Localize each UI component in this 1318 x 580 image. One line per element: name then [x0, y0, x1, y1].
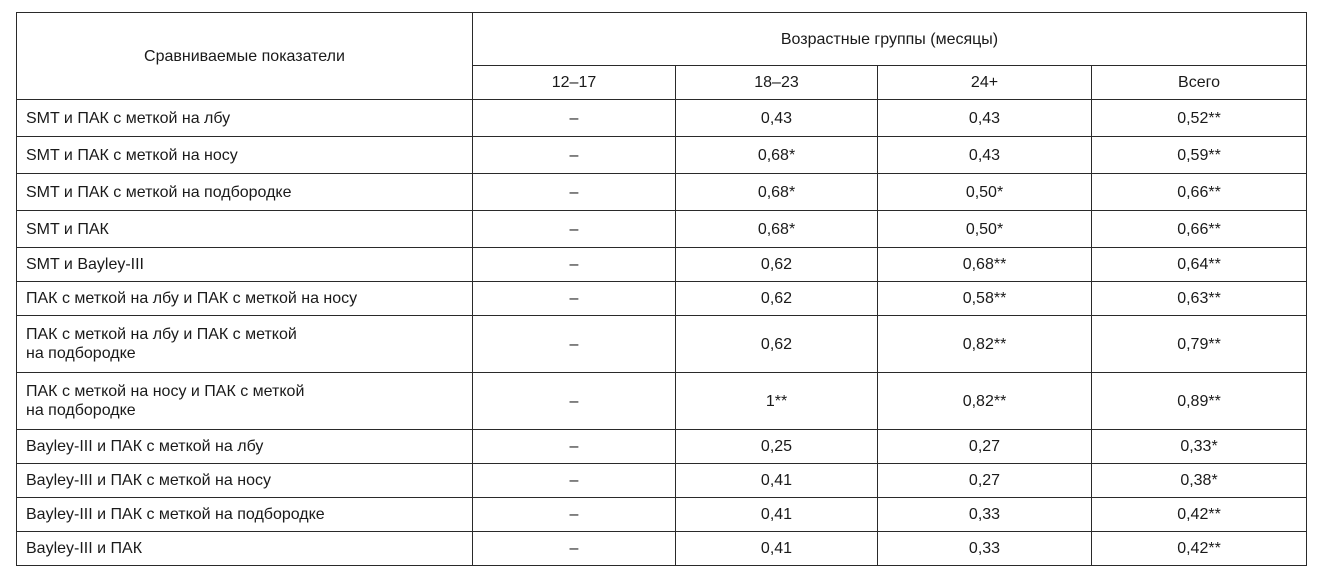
cell-18-23: 0,41 — [676, 464, 878, 498]
header-age-groups: Возрастные группы (месяцы) — [473, 13, 1307, 66]
table-row — [17, 137, 1307, 174]
cell-12-17: – — [473, 282, 676, 316]
row-label — [17, 316, 473, 373]
row-label — [17, 373, 473, 430]
row-label-line: Bayley-III и ПАК с меткой на носу — [26, 472, 271, 489]
cell-18-23: 1** — [676, 373, 878, 430]
cell-12-17: – — [473, 211, 676, 248]
row-label — [17, 532, 473, 566]
cell-18-23: 0,68* — [676, 137, 878, 174]
cell-12-17: – — [473, 430, 676, 464]
cell-12-17: – — [473, 100, 676, 137]
row-label — [17, 430, 473, 464]
row-label — [17, 100, 473, 137]
cell-18-23: 0,43 — [676, 100, 878, 137]
row-label-line: SMT и Bayley-III — [26, 256, 144, 273]
cell-18-23: 0,68* — [676, 174, 878, 211]
table-row — [17, 373, 1307, 430]
cell-12-17: – — [473, 316, 676, 373]
header-col-18-23: 18–23 — [676, 66, 878, 100]
cell-total: 0,66** — [1092, 211, 1307, 248]
row-label-line: на подбородке — [26, 345, 136, 362]
cell-total: 0,66** — [1092, 174, 1307, 211]
header-col-12-17: 12–17 — [473, 66, 676, 100]
cell-24-plus: 0,27 — [878, 464, 1092, 498]
cell-12-17: – — [473, 373, 676, 430]
row-label-line: ПАК с меткой на лбу и ПАК с меткой на носу — [26, 290, 358, 307]
row-label-line: Bayley-III и ПАК с меткой на лбу — [26, 438, 264, 455]
cell-12-17: – — [473, 174, 676, 211]
row-label-line: ПАК с меткой на носу и ПАК с меткой — [26, 383, 305, 400]
row-label — [17, 498, 473, 532]
row-label-line: SMT и ПАК с меткой на носу — [26, 146, 238, 164]
header-indicators: Сравниваемые показатели — [17, 13, 473, 100]
row-label-line: ПАК с меткой на лбу и ПАК с меткой — [26, 326, 297, 343]
table-row — [17, 248, 1307, 282]
row-label — [17, 211, 473, 248]
cell-total: 0,38* — [1092, 464, 1307, 498]
cell-24-plus: 0,33 — [878, 532, 1092, 566]
cell-24-plus: 0,43 — [878, 100, 1092, 137]
row-label — [17, 137, 473, 174]
cell-18-23: 0,62 — [676, 282, 878, 316]
cell-total: 0,42** — [1092, 498, 1307, 532]
cell-18-23: 0,41 — [676, 498, 878, 532]
table-row — [17, 282, 1307, 316]
table-row — [17, 174, 1307, 211]
header-col-24-plus: 24+ — [878, 66, 1092, 100]
cell-24-plus: 0,58** — [878, 282, 1092, 316]
table-row — [17, 100, 1307, 137]
cell-18-23: 0,62 — [676, 316, 878, 373]
row-label — [17, 174, 473, 211]
cell-total: 0,52** — [1092, 100, 1307, 137]
cell-24-plus: 0,68** — [878, 248, 1092, 282]
table-row — [17, 211, 1307, 248]
header-row-top — [17, 13, 1307, 66]
cell-total: 0,63** — [1092, 282, 1307, 316]
row-label — [17, 282, 473, 316]
header-col-total: Всего — [1092, 66, 1307, 100]
table-body — [17, 100, 1307, 566]
cell-12-17: – — [473, 532, 676, 566]
cell-18-23: 0,62 — [676, 248, 878, 282]
cell-18-23: 0,41 — [676, 532, 878, 566]
row-label-line: Bayley-III и ПАК с меткой на подбородке — [26, 506, 325, 523]
cell-24-plus: 0,50* — [878, 211, 1092, 248]
row-label-line: на подбородке — [26, 402, 136, 419]
cell-24-plus: 0,82** — [878, 373, 1092, 430]
cell-18-23: 0,68* — [676, 211, 878, 248]
cell-12-17: – — [473, 137, 676, 174]
cell-24-plus: 0,50* — [878, 174, 1092, 211]
cell-total: 0,89** — [1092, 373, 1307, 430]
cell-total: 0,33* — [1092, 430, 1307, 464]
cell-24-plus: 0,33 — [878, 498, 1092, 532]
row-label — [17, 248, 473, 282]
cell-12-17: – — [473, 248, 676, 282]
table-row — [17, 498, 1307, 532]
table-row — [17, 430, 1307, 464]
comparison-table — [16, 12, 1307, 566]
table-row — [17, 316, 1307, 373]
cell-12-17: – — [473, 498, 676, 532]
cell-total: 0,79** — [1092, 316, 1307, 373]
cell-total: 0,64** — [1092, 248, 1307, 282]
table-row — [17, 532, 1307, 566]
table-header — [17, 13, 1307, 100]
row-label — [17, 464, 473, 498]
cell-12-17: – — [473, 464, 676, 498]
table-row — [17, 464, 1307, 498]
row-label-line: Bayley-III и ПАК — [26, 540, 143, 557]
cell-total: 0,59** — [1092, 137, 1307, 174]
row-label-line: SMT и ПАК с меткой на подбородке — [26, 183, 292, 201]
cell-24-plus: 0,82** — [878, 316, 1092, 373]
cell-18-23: 0,25 — [676, 430, 878, 464]
cell-24-plus: 0,43 — [878, 137, 1092, 174]
cell-total: 0,42** — [1092, 532, 1307, 566]
row-label-line: SMT и ПАК с меткой на лбу — [26, 109, 231, 127]
cell-24-plus: 0,27 — [878, 430, 1092, 464]
row-label-line: SMT и ПАК — [26, 220, 109, 238]
